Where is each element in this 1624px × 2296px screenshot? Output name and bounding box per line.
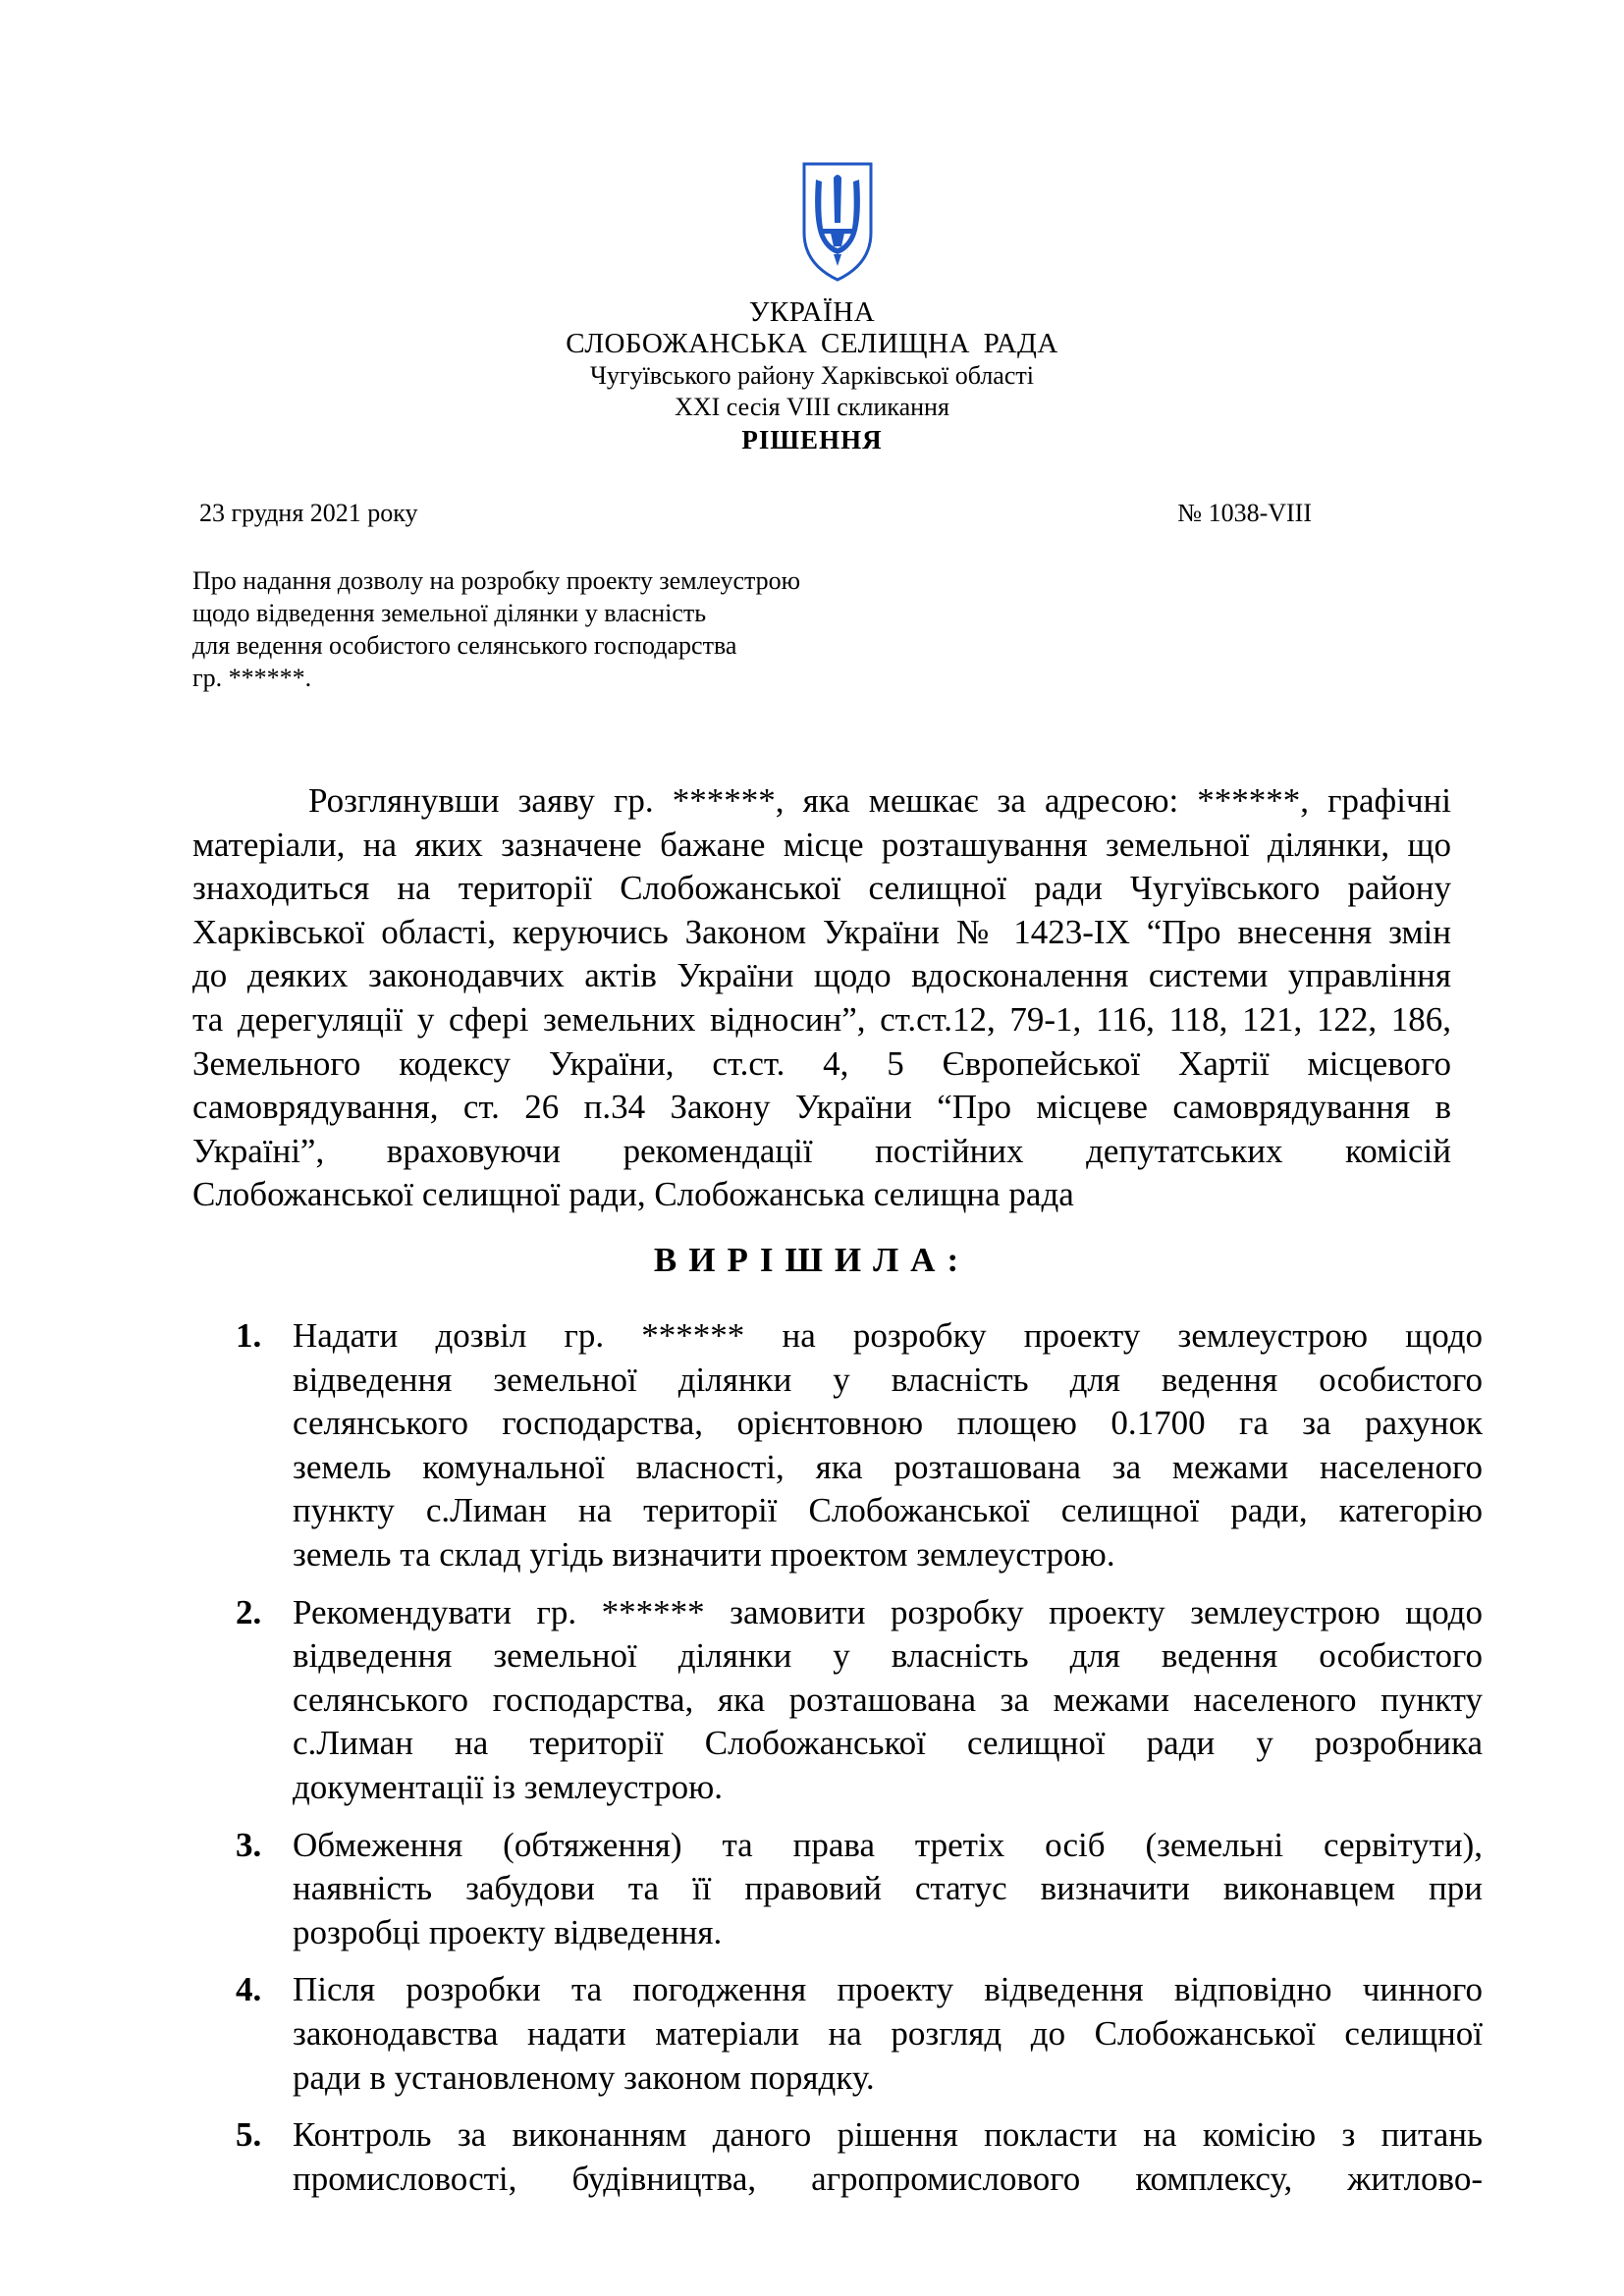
preamble-line: Земельного кодексу України, ст.ст. 4, 5 Європейської Хартії місцевого bbox=[192, 1043, 1451, 1083]
preamble-line: матеріали, на яких зазначене бажане місце розташування земельної ділянки, що bbox=[192, 825, 1451, 864]
decision-item bbox=[236, 1824, 1483, 1955]
item-line: відведення земельної ділянки у власність для ведення особистого bbox=[293, 1360, 1483, 1399]
subject-line: щодо відведення земельної ділянки у власність bbox=[192, 599, 707, 627]
item-line: земель комунальної власності, яка розташована за межами населеного bbox=[293, 1447, 1483, 1486]
decision-item bbox=[236, 1591, 1483, 1810]
header-council: СЛОБОЖАНСЬКА СЕЛИЩНА РАДА bbox=[566, 328, 1058, 359]
header-district: Чугуївського району Харківської області bbox=[590, 361, 1034, 390]
item-line: Після розробки та погодження проекту відведення відповідно чинного bbox=[293, 1970, 1483, 2009]
decision-item bbox=[236, 2113, 1483, 2201]
item-number: 3. bbox=[236, 1825, 262, 1864]
item-line: с.Лиман на території Слобожанської селищної ради у розробника bbox=[293, 1724, 1483, 1763]
item-number: 1. bbox=[236, 1316, 262, 1355]
item-number: 5. bbox=[236, 2115, 262, 2155]
preamble-line: до деяких законодавчих актів України щодо вдосконалення системи управління bbox=[192, 956, 1451, 995]
header-country: УКРАЇНА bbox=[748, 296, 876, 328]
item-number: 4. bbox=[236, 1970, 262, 2009]
item-line: документації із землеустрою. bbox=[293, 1767, 724, 1806]
item-line: Контроль за виконанням даного рішення покласти на комісію з питань bbox=[293, 2115, 1483, 2155]
decision-item bbox=[236, 1314, 1483, 1577]
preamble-line: знаходиться на території Слобожанської селищної ради Чугуївського району bbox=[192, 869, 1451, 908]
item-line: Обмеження (обтяження) та права третіх осіб (земельні сервітути), bbox=[293, 1825, 1483, 1864]
preamble-line: Розглянувши заяву гр. ******, яка мешкає за адресою: ******, графічні bbox=[308, 781, 1451, 820]
document-header bbox=[0, 296, 1624, 456]
item-line: Рекомендувати гр. ****** замовити розробку проекту землеустрою щодо bbox=[293, 1592, 1483, 1631]
preamble-line: та дерегуляції у сфері земельних відносин”, ст.ст.12, 79-1, 116, 118, 121, 122, 186, bbox=[192, 999, 1451, 1039]
document-title: РІШЕННЯ bbox=[741, 425, 883, 454]
preamble-line: самоврядування, ст. 26 п.34 Закону України “Про місцеве самоврядування в bbox=[192, 1088, 1451, 1127]
decision-item bbox=[236, 1968, 1483, 2100]
decision-subject bbox=[192, 564, 800, 694]
subject-line: для ведення особистого селянського господарства bbox=[192, 631, 737, 660]
item-line: наявність забудови та її правовий статус визначити виконавцем при bbox=[293, 1869, 1483, 1908]
item-line: селянського господарства, яка розташована за межами населеного пункту bbox=[293, 1680, 1483, 1719]
subject-line: гр. ******. bbox=[192, 664, 312, 692]
preamble-line: Україні”, враховуючи рекомендації постійних депутатських комісій bbox=[192, 1131, 1451, 1170]
preamble-line: Слобожанської селищної ради, Слобожанська селищна рада bbox=[192, 1175, 1074, 1214]
decision-date: 23 грудня 2021 року bbox=[199, 499, 418, 527]
coat-of-arms-icon bbox=[796, 160, 879, 284]
item-line: промисловості, будівництва, агропромислового комплексу, житлово- bbox=[293, 2159, 1483, 2198]
preamble-line: Харківської області, керуючись Законом України № 1423-IX “Про внесення змін bbox=[192, 912, 1451, 951]
subject-line: Про надання дозволу на розробку проекту землеустрою bbox=[192, 566, 801, 595]
item-line: земель та склад угідь визначити проектом землеустрою. bbox=[293, 1534, 1115, 1574]
header-session: XXI сесія VIII скликання bbox=[675, 393, 949, 421]
decision-list bbox=[236, 1314, 1483, 2215]
item-line: відведення земельної ділянки у власність для ведення особистого bbox=[293, 1636, 1483, 1676]
item-line: пункту с.Лиман на території Слобожанської селищної ради, категорію bbox=[293, 1491, 1483, 1530]
decision-number: № 1038-VIII bbox=[1177, 499, 1312, 527]
item-line: Надати дозвіл гр. ****** на розробку проекту землеустрою щодо bbox=[293, 1316, 1483, 1355]
item-line: ради в установленому законом порядку. bbox=[293, 2057, 875, 2097]
item-line: селянського господарства, орієнтовною площею 0.1700 га за рахунок bbox=[293, 1404, 1483, 1443]
item-line: законодавства надати матеріали на розгляд до Слобожанської селищної bbox=[293, 2013, 1483, 2053]
preamble-paragraph bbox=[192, 779, 1451, 1217]
item-number: 2. bbox=[236, 1592, 262, 1631]
item-line: розробці проекту відведення. bbox=[293, 1912, 723, 1951]
decided-heading: ВИРІШИЛА: bbox=[653, 1241, 971, 1279]
